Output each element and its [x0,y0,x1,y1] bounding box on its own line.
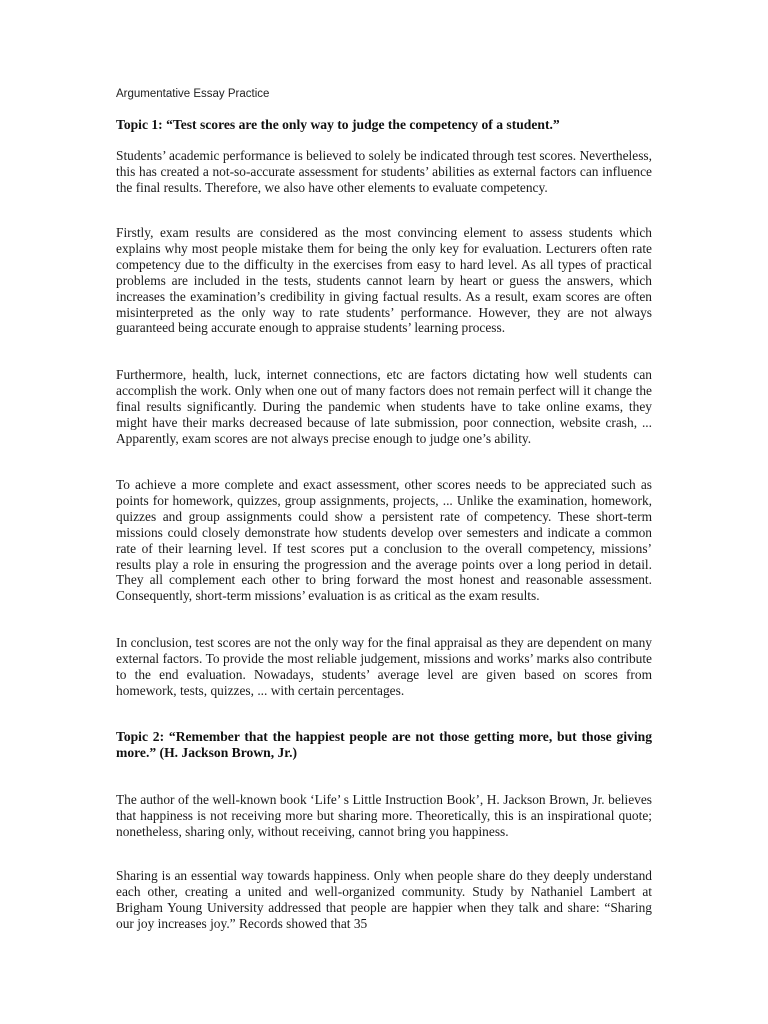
topic-2-paragraph-1: The author of the well-known book ‘Life’ s Little Instruction Book’, H. Jackson Brown, Jr. believes that happiness is not receiving more but sharing more. Theoretically, this is an inspirational quote; nonetheless, sharing only, without receiving, cannot bring you happiness. [116,792,652,839]
topic-1-title: Topic 1: “Test scores are the only way to judge the competency of a student.” [116,117,560,132]
topic-1-paragraph-4: To achieve a more complete and exact assessment, other scores needs to be appreciated such as points for homework, quizzes, group assignments, projects, ... Unlike the examination, homework, quizzes and group assignments could show a persistent rate of competency. These short-term missions could closely demonstrate how students develop over semesters and indicate a common rate of their learning level. If test scores put a conclusion to the overall competency, missions’ results play a role in ensuring the progression and the average points over a long period in detail. They all complement each other to bring forward the most honest and reasonable assessment. Consequently, short-term missions’ evaluation is as critical as the exam results. [116,477,652,604]
topic-1-paragraph-3: Furthermore, health, luck, internet connections, etc are factors dictating how well students can accomplish the work. Only when one out of many factors does not remain perfect will it change the final results significantly. During the pandemic when students have to take online exams, they might have their marks decreased because of late submission, poor connection, website crash, ... Apparently, exam scores are not always precise enough to judge one’s ability. [116,367,652,446]
topic-1-paragraph-5: In conclusion, test scores are not the only way for the final appraisal as they are dependent on many external factors. To provide the most reliable judgement, missions and works’ marks also contribute to the end evaluation. Nowadays, students’ average level are given based on scores from homework, tests, quizzes, ... with certain percentages. [116,635,652,698]
topic-1-paragraph-2: Firstly, exam results are considered as the most convincing element to assess students which explains why most people mistake them for being the only key for evaluation. Lecturers often rate competency due to the difficulty in the exercises from easy to hard level. As all types of practical problems are included in the tests, students cannot learn by heart or guess the answers, which increases the examination’s credibility in giving factual results. As a result, exam scores are often misinterpreted as the only way to rate students’ performance. However, they are not always guaranteed being accurate enough to appraise students’ learning process. [116,225,652,336]
document-header: Argumentative Essay Practice [116,88,270,100]
topic-2-paragraph-2: Sharing is an essential way towards happiness. Only when people share do they deeply understand each other, creating a united and well-organized community. Study by Nathaniel Lambert at Brigham Young University addressed that people are happier when they talk and share: “Sharing our joy increases joy.” Records showed that 35 [116,868,652,931]
topic-1-paragraph-1: Students’ academic performance is believed to solely be indicated through test scores. Nevertheless, this has created a not-so-accurate assessment for students’ abilities as external factors can influence the final results. Therefore, we also have other elements to evaluate competency. [116,148,652,195]
topic-2-title: Topic 2: “Remember that the happiest people are not those getting more, but those giving more.” (H. Jackson Brown, Jr.) [116,729,652,760]
